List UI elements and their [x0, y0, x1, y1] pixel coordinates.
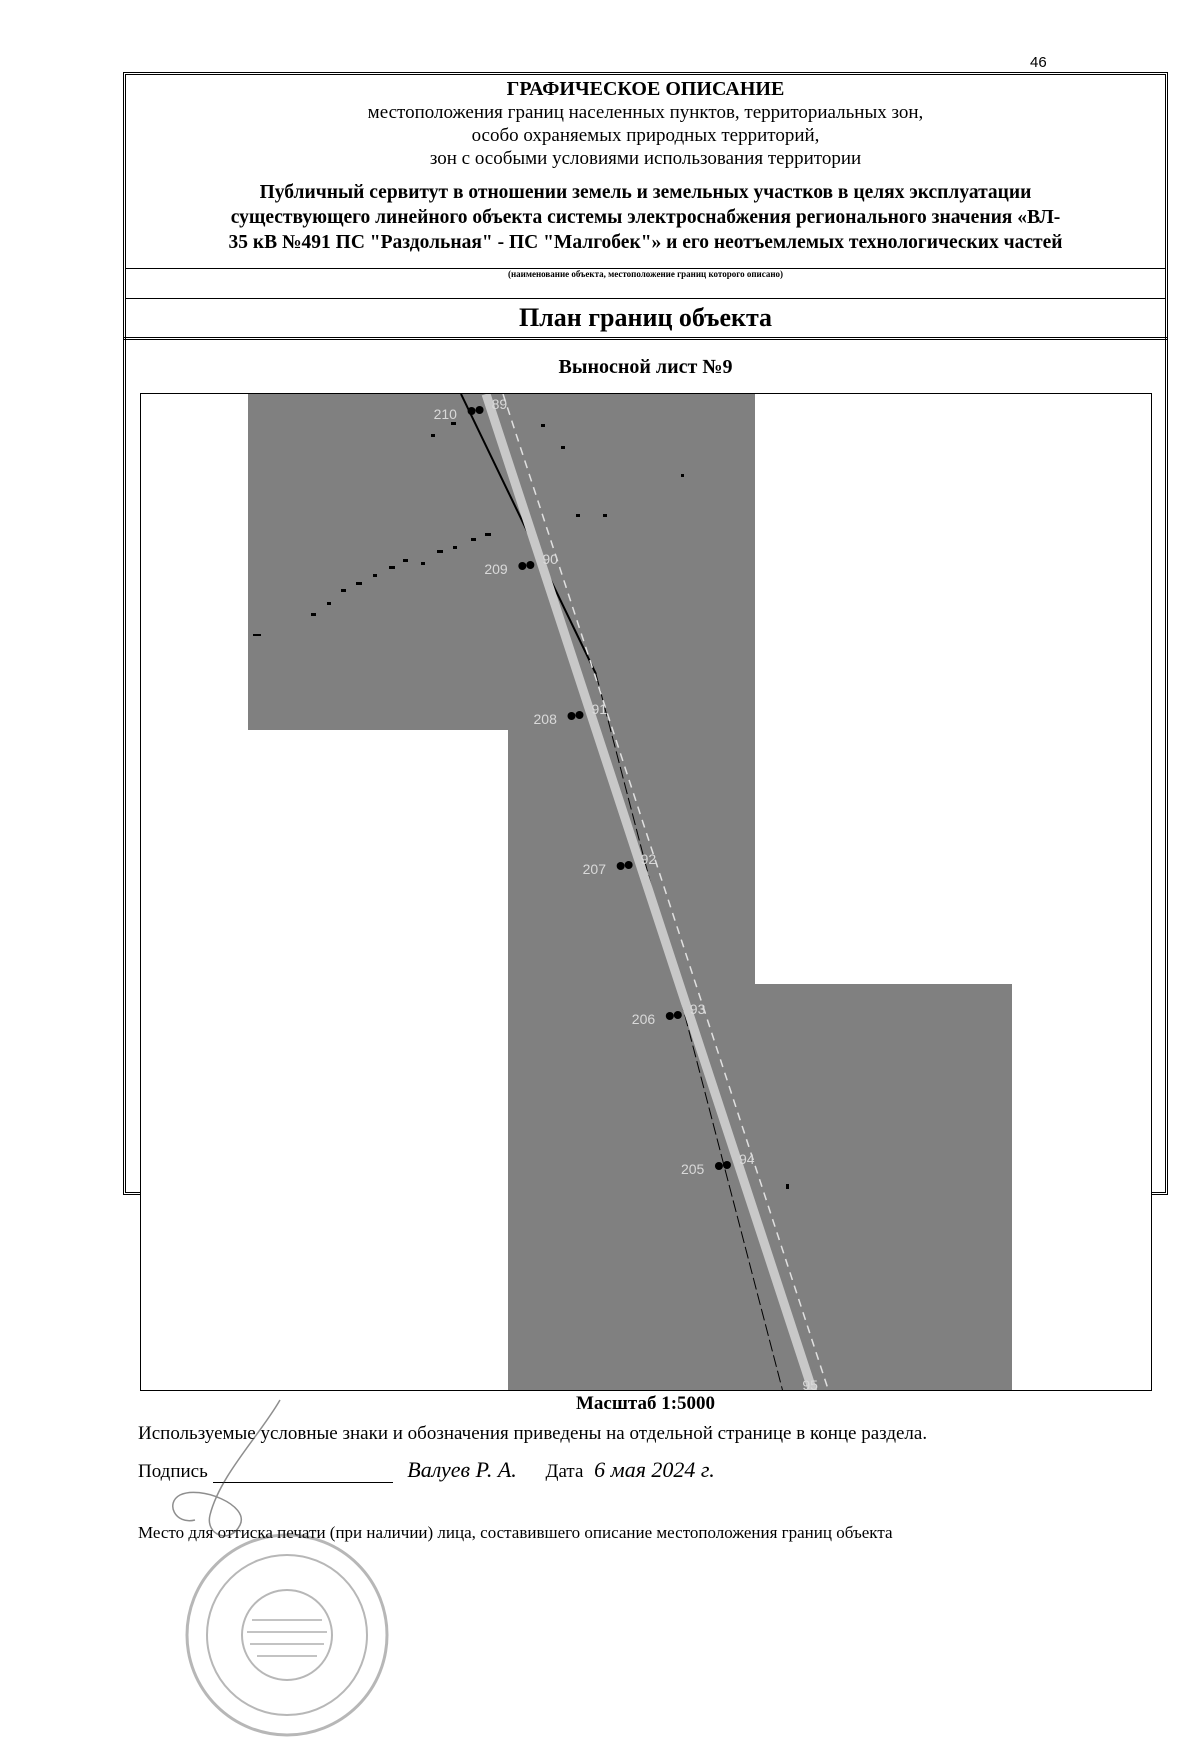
signature-label: Подпись — [138, 1461, 208, 1482]
header-block — [125, 74, 1166, 269]
point-label-left: 205 — [680, 1161, 705, 1177]
legend-note: Используемые условные знаки и обозначения приведены на отдельной странице в конце раздела. — [138, 1423, 928, 1444]
object-name — [125, 180, 1166, 255]
point-label-end: 95 — [802, 1377, 818, 1392]
boundary-point — [674, 1011, 682, 1019]
boundary-point — [723, 1161, 731, 1169]
point-label-left: 208 — [533, 711, 557, 727]
point-label-right: 89 — [491, 396, 508, 412]
signatory-name: Валуев Р. А. — [407, 1457, 517, 1482]
point-label-left: 210 — [433, 406, 457, 422]
caption-divider — [125, 298, 1166, 299]
point-label-left: 207 — [582, 861, 607, 877]
boundary-point — [715, 1162, 723, 1170]
boundary-point — [617, 862, 625, 870]
parcel-area — [248, 394, 1012, 1391]
boundary-point — [625, 861, 633, 869]
boundary-map — [140, 393, 1152, 1391]
point-label-right: 90 — [542, 551, 558, 567]
subtitle-line-2: особо охраняемых природных территорий, — [471, 125, 820, 146]
boundary-point — [468, 407, 476, 415]
page-number: 46 — [1030, 54, 1047, 71]
plan-separator — [123, 337, 1168, 341]
object-name-line-1: Публичный сервитут в отношении земель и земельных участков в целях эксплуатации — [259, 182, 1032, 203]
scale-label: Масштаб 1:5000 — [575, 1393, 716, 1414]
object-name-line-2: существующего линейного объекта системы электроснабжения регионального значения «ВЛ- — [230, 207, 1061, 228]
document-title: ГРАФИЧЕСКОЕ ОПИСАНИЕ — [506, 78, 785, 100]
boundary-point — [476, 406, 484, 414]
date-value: 6 мая 2024 г. — [594, 1457, 715, 1482]
point-label-right: 92 — [640, 851, 657, 867]
boundary-point — [526, 561, 534, 569]
boundary-point — [666, 1012, 674, 1020]
object-name-line-3: 35 кВ №491 ПС "Раздольная" - ПС "Малгобек"» и его неотъемлемых технологических частей — [228, 232, 1063, 253]
point-label-right: 93 — [689, 1001, 706, 1017]
point-label-left: 209 — [484, 561, 508, 577]
boundary-point — [568, 712, 576, 720]
subtitle-line-3: зон с особыми условиями использования территории — [429, 148, 862, 169]
official-stamp — [182, 1530, 392, 1740]
date-label: Дата — [545, 1461, 584, 1482]
plan-heading: План границ объекта — [518, 303, 773, 332]
object-name-caption: (наименование объекта, местоположение границ которого описано) — [507, 269, 784, 279]
map-svg — [141, 394, 1152, 1391]
point-label-right: 91 — [591, 701, 608, 717]
sheet-title: Выносной лист №9 — [558, 356, 733, 378]
subtitle-line-1: местоположения границ населенных пунктов, территориальных зон, — [367, 102, 924, 123]
point-label-left: 206 — [631, 1011, 656, 1027]
point-label-right: 94 — [738, 1151, 755, 1167]
stamp-note: Место для оттиска печати (при наличии) лица, составившего описание местоположения границ объекта — [138, 1523, 893, 1542]
boundary-point — [576, 711, 584, 719]
boundary-point — [518, 562, 526, 570]
